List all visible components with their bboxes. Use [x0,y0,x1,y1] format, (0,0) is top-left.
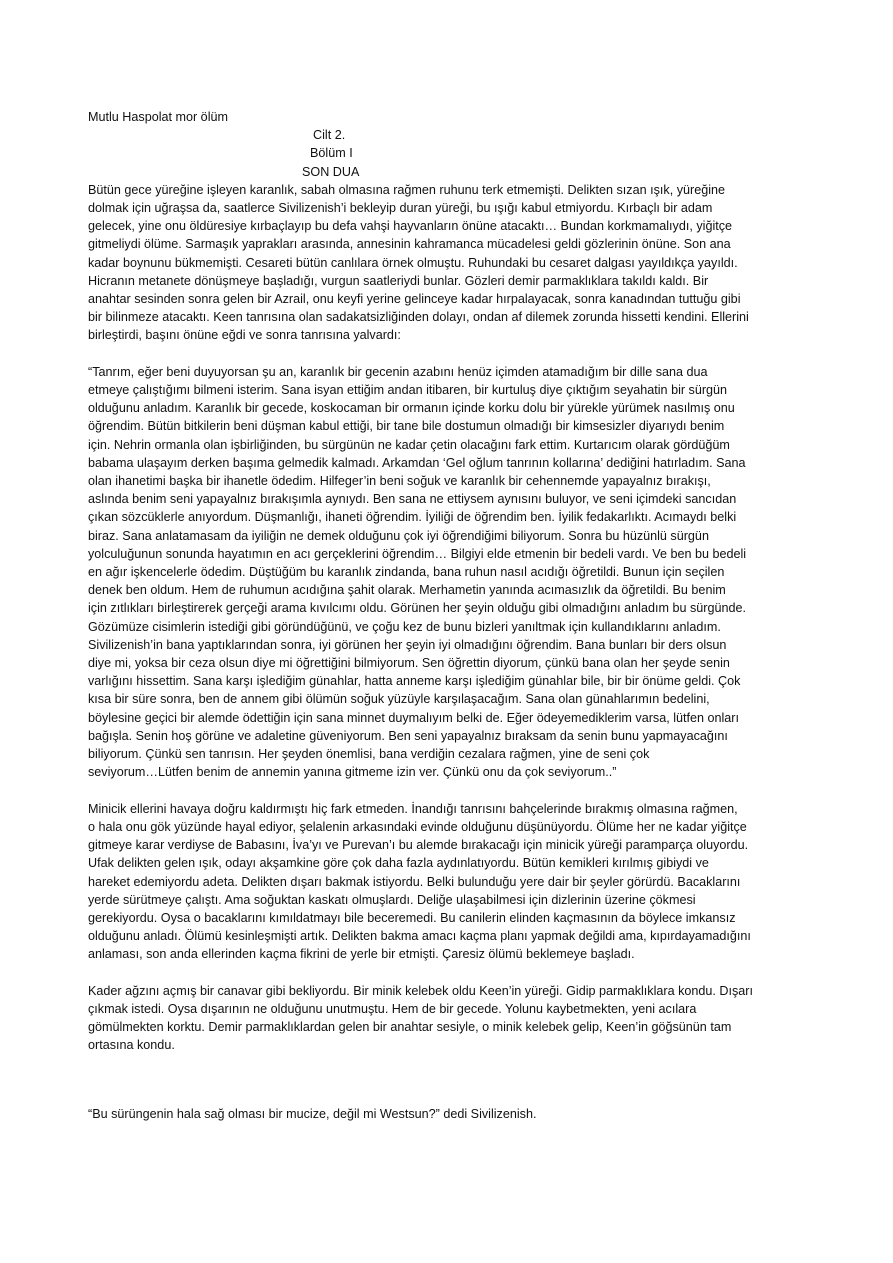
document-page [88,108,812,1123]
text-line: Bütün gece yüreğine işleyen karanlık, sabah olmasına rağmen ruhunu terk etmemişti. Delikten sızan ışık, yüreğine [88,182,726,197]
text-line: olduğunu anladım. Karanlık bir gecede, koskocaman bir ormanın içinde korku dolu bir yürekle yürümek nasılmış onu [88,401,735,416]
text-line: bağışla. Senin hoş görüne ve adaletine güveniyorum. Ben seni yapayalnız bıraksam da senin bunu yapmayacağını [88,728,728,743]
text-line: biraz. Sana anlatamasam da iyiliğin ne demek olduğunu çok iyi öğrendiğimi biliyorum. Sonra bu hüzünlü sürgün [88,528,709,543]
text-line: olduğunu anladı. Ölümü kesinleşmişti artık. Delikten bakma amacı kaçma planı yapmak değildi ama, kıpırdayamadığını [88,929,751,944]
text-line: çıkmak istedi. Oysa dışarının ne olduğunu unutmuştu. Hem de bir gecede. Yolunu kaybetmekten, yeni acılara [88,1001,697,1016]
text-line: babama ulaşayım derken başıma gelmedik kalmadı. Arkamdan ‘Gel oğlum tanrının kollarına’ dediğini hatırladım. Sana [88,455,746,470]
text-line: Ufak delikten gelen ışık, odayı akşamkine göre çok daha fazla aydınlatıyordu. Bütün kemikleri kırılmış gibiydi ve [88,856,709,871]
dialogue-line: “Bu sürüngenin hala sağ olması bir mucize, değil mi Westsun?” dedi Sivilizenish. [88,1106,537,1121]
text-line: ortasına kondu. [88,1038,175,1053]
text-line: denek ben oldum. Hem de ruhumun acıdığına şahit olarak. Merhametin yanında acımasızlık da öğretildi. Bu benim [88,583,726,598]
text-line: anlaması, son anda ellerinden kaçma fikrini de yerle bir etmişti. Çaresiz ölümü beklemeye başladı. [88,947,635,962]
paragraph-3 [88,800,812,964]
volume-label: Cilt 2. [313,128,346,143]
text-line: hareket edemiyordu adeta. Delikten dışarı bakmak istiyordu. Belki bulunduğu yere dair bir şeyler görürdü. Bacaklarını [88,874,741,889]
text-line: böylesine geçici bir alemde ödettiğin için sana minnet duymalıyım belki de. Eğer ödeyemediklerim varsa, lütfen onları [88,710,740,725]
text-line: gerekiyordu. Oysa o bacaklarını kımıldatmayı bile beceremedi. Bu canilerin elinden kaçmasının da böylece imkansız [88,910,736,925]
text-line: Sivilizenish’in bana yaptıklarından sonra, iyi görünen her şeyin iyi olmadığını öğrendim. Bana bunları bir ders olsun [88,637,727,652]
text-line: Gözümüze cisimlerin istediği gibi göründüğünü, ve çoğu kez de bunu bizleri yanıltmak için kullandıklarını anladım. [88,619,721,634]
document-header: Mutlu Haspolat mor ölüm [88,110,228,124]
text-line: Minicik ellerini havaya doğru kaldırmıştı hiç fark etmeden. İnandığı tanrısını bahçelerinde bırakmış olmasına rağmen, [88,801,738,816]
text-line: gitmeliydi ölüme. Sarmaşık yaprakları arasında, annesinin kahramanca mücadelesi geldi gözlerinin önüne. Son ana [88,237,731,252]
text-line: öğrendim. Bütün bitkilerin beni düşman kabul ettiği, bir tane bile dostumun olmadığı bir kimsesizler diyarıydı benim [88,419,725,434]
chapter-label: Bölüm I [310,146,353,161]
text-line: en ağır işkencelerle ödedim. Düştüğüm bu karanlık zindanda, bana ruhun nasıl acıdığı öğretildi. Bunun için seçilen [88,565,725,580]
text-line: anahtar sesinden sonra gelen bir Azrail, onu keyfi yerine gelinceye kadar hırpalayacak, sonra kanadından tuttuğu gibi [88,292,741,307]
text-line: o hala onu gök yüzünde hayal ediyor, şelalenin arkasındaki evinde olduğunu düşünüyordu. Ölüme her ne kadar yiğitçe [88,819,747,834]
text-line: kadar boynunu bükmemişti. Cesareti bütün canlılara örnek olmuştu. Ruhundaki bu cesaret dalgası yayıldıkça yayıldı. [88,255,738,270]
text-line: bir bilinmeze atacaktı. Keen tanrısına olan sadakatsizliğinden dolayı, ondan af dilemek zorunda hissetti kendini. Ellerini [88,310,749,325]
chapter-title: SON DUA [302,164,360,179]
text-line: Hicranın metanete dönüşmeye başladığı, vurgun saatleriydi bunlar. Gözleri demir parmaklıklara takıldı kaldı. Bir [88,273,709,288]
text-line: kısa bir süre sonra, ben de annem gibi ölümün soğuk yüzüyle karşılaşacağım. Sana olan günahlarımın bedelini, [88,692,710,707]
text-line: birleştirdi, başını önüne eğdi ve sonra tanrısına yalvardı: [88,328,401,343]
paragraph-4 [88,982,812,1055]
text-line: olan ihanetimi başka bir ihanetle ödedim. Hilfeger’in beni soğuk ve karanlık bir cehennemde yapayalnız bırakışı, [88,474,711,489]
paragraph-2 [88,363,812,782]
text-line: varlığını hissettim. Sana karşı işlediğim günahlar, hatta anneme karşı işlediğim günahlar bile, bir bir önüme geldi. Çok [88,674,741,689]
text-line: diye mi, yoksa bir ceza olsun diye mi öğrettiğini bilmiyorum. Sen öğrettin diyorum, çünkü bana olan her şeyde senin [88,656,730,671]
text-line: “Tanrım, eğer beni duyuyorsan şu an, karanlık bir gecenin azabını henüz içimden atamadığım bir dille sana dua [88,364,708,379]
text-line: etmeye çalıştığımı bilmeni isterim. Sana isyan ettiğim andan itibaren, bir kurtuluş diye çıktığım seyahatin bir sürgün [88,383,728,398]
text-line: yerde sürütmeye çalıştı. Ama soğuktan kaskatı olmuşlardı. Deliğe ulaşabilmesi için dizlerinin üzerine çökmesi [88,892,696,907]
text-line: seviyorum…Lütfen benim de annemin yanına gitmeme izin ver. Çünkü onu da çok seviyorum..” [88,765,617,780]
text-line: dolmak için uğraşsa da, saatlerce Sivilizenish’i bekleyip duran yüreği, bu ışığı kabul etmiyordu. Kırbaçlı bir adam [88,201,713,216]
text-line: Kader ağzını açmış bir canavar gibi bekliyordu. Bir minik kelebek oldu Keen’in yüreği. Gidip parmaklıklara kondu. Dışarı [88,983,753,998]
text-line: çıkan sözcüklerle anıyordum. Düşmanlığı, ihaneti öğrendim. İyiliği de öğrendim ben. İyilik fedakarlıktı. Acımaydı belki [88,510,737,525]
text-line: aslında benim seni yapayalnız bırakışımla aynıydı. Ben sana ne ettiysem aynısını buluyor, ve seni içimdeki sancıdan [88,492,737,507]
text-line: yolculuğunun sonunda hayatımın en acı gerçeklerini öğrendim… Bilgiyi elde etmenin bir bedeli vardı. Ve ben bu bedeli [88,546,747,561]
text-line: gitmeye karar verdiyse de Babasını, İva’yı ve Purevan’ı bu alemde bırakacağı için minicik yüreği paramparça oluyordu. [88,838,749,853]
text-line: gömülmekten korktu. Demir parmaklıklardan gelen bir anahtar sesiyle, o minik kelebek gelip, Keen’in göğsünün tam [88,1020,732,1035]
text-line: gelecek, yine onu öldüresiye kırbaçlayıp bu defa vahşi hayvanların önüne atacaktı… Bundan korkmamalıydı, yiğitçe [88,219,733,234]
text-line: biliyorum. Çünkü sen tanrısın. Her şeyden önemlisi, bana verdiğin cezalara rağmen, yine de seni çok [88,747,650,762]
paragraph-1 [88,181,812,345]
text-line: için. Nehrin ormanla olan işbirliğinden, bu sürgünün ne kadar çetin olacağını fark ettim. Kurtarıcım olarak gördüğüm [88,437,730,452]
text-line: için zıtlıkları birleştirerek gerçeği arama kıvılcımı oldu. Görünen her şeyin olduğu gibi olmadığını anladım bu sürgünde. [88,601,746,616]
